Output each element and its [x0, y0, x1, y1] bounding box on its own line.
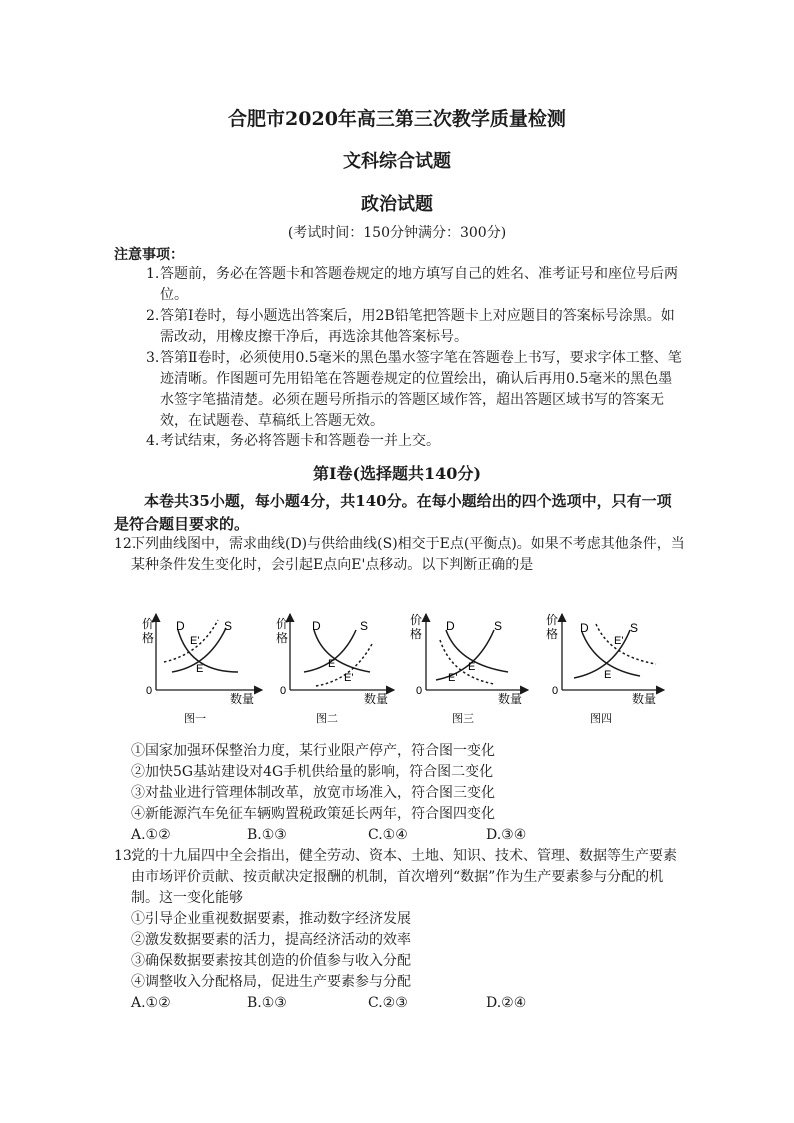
notice-item-text: 答题前，务必在答题卡和答题卷规定的地方填写自己的姓名、准考证号和座位号后两位。: [160, 266, 678, 303]
quantity-label: 数量: [632, 692, 657, 706]
question-12-option: ④新能源汽车免征车辆购置税政策延长两年，符合图四变化: [131, 806, 495, 822]
graph-4: [546, 613, 664, 725]
exam-time: (考试时间：150分钟满分：300分): [287, 225, 507, 241]
e-label: E: [328, 658, 336, 670]
section-title: 第Ⅰ卷(选择题共140分): [312, 464, 482, 483]
price-label-char: 价: [276, 617, 289, 631]
price-label-char: 价: [410, 613, 423, 627]
price-label-char: 格: [142, 631, 155, 645]
question-13-option: ①引导企业重视数据要素，推动数字经济发展: [131, 911, 411, 927]
shifted-demand-curve: [596, 624, 656, 664]
graph-3: [410, 613, 528, 725]
e-prime-label: E': [190, 635, 200, 647]
notice-label: 注意事项：: [114, 247, 184, 263]
graph-2: [276, 614, 394, 725]
supply-label: S: [630, 621, 639, 635]
notice-item-text: 答第Ⅰ卷时，每小题选出答案后，用2B铅笔把答题卡上对应题目的答案标号涂黑。如需改动，用橡皮擦干净后，再选涂其他答案标号。: [160, 308, 675, 345]
demand-label: D: [312, 619, 321, 633]
exam-subtitle: 文科综合试题: [343, 151, 451, 172]
origin-label: 0: [416, 685, 423, 697]
quantity-label: 数量: [230, 692, 255, 706]
question-text: 党的十九届四中全会指出，健全劳动、资本、土地、知识、技术、管理、数据等生产要素由市场评价贡献、按贡献决定报酬的机制，首次增列“数据”作为生产要素参与分配的机制。这一变化能够: [131, 848, 677, 906]
price-label-char: 格: [410, 627, 423, 641]
demand-label: D: [176, 619, 185, 633]
price-label-char: 价: [546, 613, 559, 627]
demand-label: D: [446, 619, 455, 633]
notice-item-number: 1.: [146, 266, 160, 282]
notice-item-number: 3.: [146, 350, 160, 366]
supply-label: S: [360, 619, 369, 633]
origin-label: 0: [280, 685, 287, 697]
price-label-char: 格: [546, 627, 559, 641]
question-13-option: ④调整收入分配格局，促进生产要素参与分配: [131, 974, 411, 990]
question-12-option: ③对盐业进行管理体制改革，放宽市场准入，符合图三变化: [131, 785, 495, 801]
choice-a: A.①②: [131, 995, 171, 1011]
subject-title: 政治试题: [361, 194, 433, 215]
graph-caption: 图一: [184, 713, 206, 725]
price-label-char: 价: [142, 617, 155, 631]
demand-label: D: [580, 621, 589, 635]
question-text: 下列曲线图中，需求曲线(D)与供给曲线(S)相交于E点(平衡点)。如果不考虑其他条件，当某种条件发生变化时，会引起E点向E'点移动。以下判断正确的是: [131, 536, 685, 573]
section-intro: 本卷共35小题，每小题4分，共140分。在每小题给出的四个选项中，只有一项是符合题目要求的。: [114, 492, 672, 533]
question-13-option: ③确保数据要素按其创造的价值参与收入分配: [131, 953, 411, 969]
supply-label: S: [494, 619, 503, 633]
question-12-option: ①国家加强环保整治力度，某行业限产停产，符合图一变化: [131, 743, 495, 759]
notice-item-number: 4.: [146, 433, 160, 449]
quantity-label: 数量: [364, 692, 389, 706]
quantity-label: 数量: [498, 692, 523, 706]
exam-title: 合肥市2020年高三第三次教学质量检测: [228, 108, 566, 130]
question-number: 12.: [114, 536, 137, 552]
choice-b: B.①③: [247, 827, 287, 843]
price-label-char: 格: [276, 631, 289, 645]
graph-caption: 图三: [452, 713, 474, 725]
choice-a: A.①②: [131, 827, 171, 843]
question-12-option: ②加快5G基站建设对4G手机供给量的影响，符合图二变化: [131, 764, 494, 780]
choice-d: D.②④: [486, 995, 527, 1011]
graph-caption: 图四: [590, 713, 612, 725]
e-label: E: [468, 661, 476, 673]
choice-c: C.①④: [368, 827, 408, 843]
supply-label: S: [224, 619, 233, 633]
question-13-stem: [114, 846, 686, 909]
e-prime-label: E': [614, 635, 624, 647]
question-number: 13.: [114, 848, 137, 864]
graph-1: [142, 614, 262, 725]
e-label: E: [196, 663, 204, 675]
e-label: E: [604, 669, 612, 681]
question-13-option: ②激发数据要素的活力，提高经济活动的效率: [131, 932, 411, 948]
choice-c: C.②③: [368, 995, 408, 1011]
origin-label: 0: [552, 685, 559, 697]
origin-label: 0: [146, 685, 153, 697]
notice-item-text: 答第Ⅱ卷时，必须使用0.5毫米的黑色墨水签字笔在答题卷上书写，要求字体工整、笔迹清晰。作图题可先用铅笔在答题卷规定的位置绘出，确认后再用0.5毫米的黑色墨水签字笔描清楚。必须在题号所指示的答题区域作答，超出答题区域书写的答案无效，在试题卷、草稿纸上答题无效。: [160, 350, 682, 429]
notice-item-number: 2.: [146, 308, 160, 324]
choice-d: D.③④: [486, 827, 527, 843]
e-prime-label: E': [344, 672, 354, 684]
notice-item-text: 考试结束，务必将答题卡和答题卷一并上交。: [160, 433, 440, 449]
e-prime-label: E': [448, 672, 458, 684]
graph-caption: 图二: [316, 713, 338, 725]
choice-b: B.①③: [247, 995, 287, 1011]
